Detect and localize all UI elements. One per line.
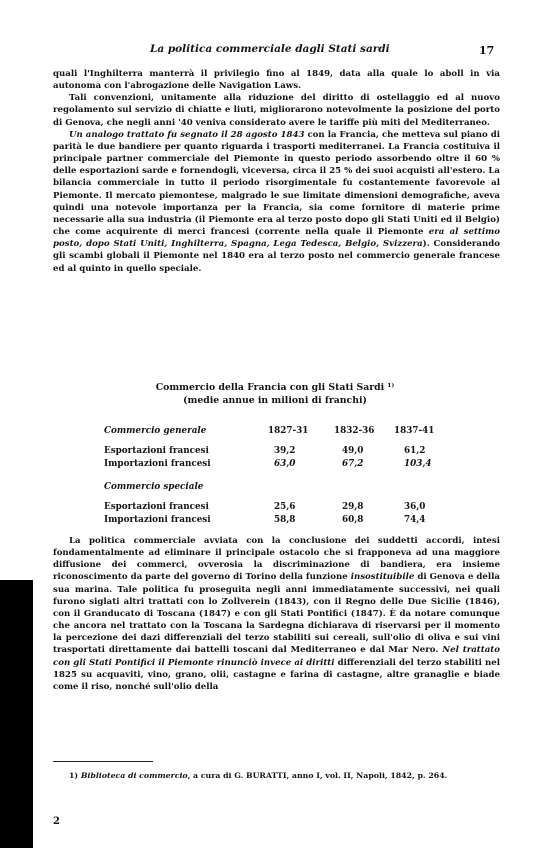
table-subtitle: (medie annue in milioni di franchi): [183, 395, 367, 406]
table-row: [104, 426, 484, 440]
running-title: La politica commerciale dagli Stati sardi: [150, 43, 390, 55]
italic-phrase: Nel trattato con gli Stati Pontifici il Piemonte rinunciò invece ai diritti: [53, 645, 501, 668]
table-row: [104, 482, 484, 496]
text-run: ). Considerando gli scambi globali il Piemonte nel 1840 era al terzo posto nel commercio generale francese ed al quinto in quello speciale.: [53, 239, 500, 274]
row-label: Importazioni francesi: [104, 515, 211, 525]
table-cell: 25,6: [274, 502, 296, 512]
text-block-top: [53, 68, 500, 275]
paragraph: [53, 129, 500, 275]
text-run: di Genova e della sua marina. Tale politica fu proseguita negli anni immediatamente successivi, nei quali furono siglati altri trattati con lo Zollverein (1843), con il Regno delle Due Sicilie (1846), con il Granducato di Toscana (1847) e con gli Stati Pontifici (1847). È da notare comunque che ancora nel trattato con la Toscana la Sardegna dichiarava di riservarsi per il momento la percezione dei dazi differenziali del terzo stabiliti sui cereali, sull'olio di oliva e sui vini trasportati direttamente dai battelli toscani dal Mediterraneo e dal Mar Nero.: [53, 572, 500, 656]
footnote-title: Biblioteca di commercio: [80, 771, 188, 780]
table-cell: 60,8: [342, 515, 364, 525]
table-cell: 67,2: [342, 459, 364, 469]
scan-margin-shadow: [0, 580, 33, 848]
footnote-divider: [53, 761, 153, 762]
table-cell: 74,4: [404, 515, 426, 525]
paragraph: [53, 535, 500, 693]
row-label: Esportazioni francesi: [104, 502, 209, 512]
italic-phrase: Un analogo trattato fu segnato il 28 agosto 1843: [69, 129, 305, 140]
table-cell: 39,2: [274, 446, 296, 456]
table-row: [104, 446, 484, 460]
table-title: Commercio della Francia con gli Stati Sardi ¹⁾: [155, 382, 395, 393]
margin-number: 2: [53, 816, 60, 827]
period-header: 1827-31: [268, 426, 309, 436]
row-label: Esportazioni francesi: [104, 446, 209, 456]
table-cell: 36,0: [404, 502, 426, 512]
table-cell: 103,4: [404, 459, 432, 469]
italic-phrase: insostituibile: [350, 572, 415, 583]
section-heading: Commercio speciale: [104, 482, 204, 492]
text-run: La politica commerciale avviata con la conclusione dei suddetti accordi, intesi fondamentalmente ad eliminare il principale ostacolo che si frapponeva ad una maggiore diffusione dei commerci, ovverosia la discriminazione di bandiera, era insieme riconoscimento da parte del governo di Torino della funzione: [53, 536, 500, 583]
footnote: [53, 770, 500, 782]
table-row: [104, 515, 484, 529]
table-row: [104, 459, 484, 473]
period-header: 1832-36: [334, 426, 375, 436]
section-heading: Commercio generale: [104, 426, 207, 436]
table-cell: 49,0: [342, 446, 364, 456]
table-cell: 63,0: [274, 459, 296, 469]
text-run: con la Francia, che metteva sul piano di parità le due bandiere per quanto riguarda i trasporti mediterranei. La Francia costituiva il principale partner commerciale del Piemonte in questo periodo assorbendo oltre il 60 % delle esportazioni sarde e fornendogli, viceversa, circa il 25 % dei suoi acquisti all'estero. La bilancia commerciale in tutto il periodo risorgimentale fu costantemente favorevole al Piemonte. Il mercato piemontese, malgrado le sue limitate dimensioni demografiche, aveva quindi una notevole importanza per la Francia, sia come fornitore di materie prime necessarie alla sua industria (il Piemonte era al terzo posto dopo gli Stati Uniti ed il Belgio) che come acquirente di merci francesi (corrente nella quale il Piemonte: [53, 129, 500, 238]
row-label: Importazioni francesi: [104, 459, 211, 469]
footnote-marker: 1): [69, 771, 79, 780]
table-cell: 29,8: [342, 502, 364, 512]
table-cell: 61,2: [404, 446, 426, 456]
paragraph: Tali convenzioni, unitamente alla riduzione del diritto di ostellaggio ed al nuovo regolamento sul servizio di chiatte e liuti, migliorarono notevolmente la posizione del porto di Genova, che negli anni '40 veniva considerato avere le tariffe più miti del Mediterraneo.: [53, 93, 500, 128]
page-number: 17: [479, 44, 495, 57]
italic-phrase: era al settimo posto, dopo Stati Uniti, Inghilterra, Spagna, Lega Tedesca, Belgio, Svizzera: [53, 227, 500, 250]
table-row: [104, 502, 484, 516]
paragraph: quali l'Inghilterra manterrà il privilegio fino al 1849, data alla quale lo aboll in via autonoma con l'abrogazione delle Navigation Laws.: [53, 69, 500, 92]
footnote-text: , a cura di G. BURATTI, anno I, vol. II, Napoli, 1842, p. 264.: [187, 771, 448, 780]
period-header: 1837-41: [394, 426, 435, 436]
text-run: differenziali del terzo stabiliti nel 1825 su acquaviti, vino, grano, olii, castagne e farina di castagne, altre granaglie e biade come il riso, nonché sull'olio della: [53, 657, 501, 692]
text-block-bottom: [53, 535, 500, 693]
table-cell: 58,8: [274, 515, 296, 525]
